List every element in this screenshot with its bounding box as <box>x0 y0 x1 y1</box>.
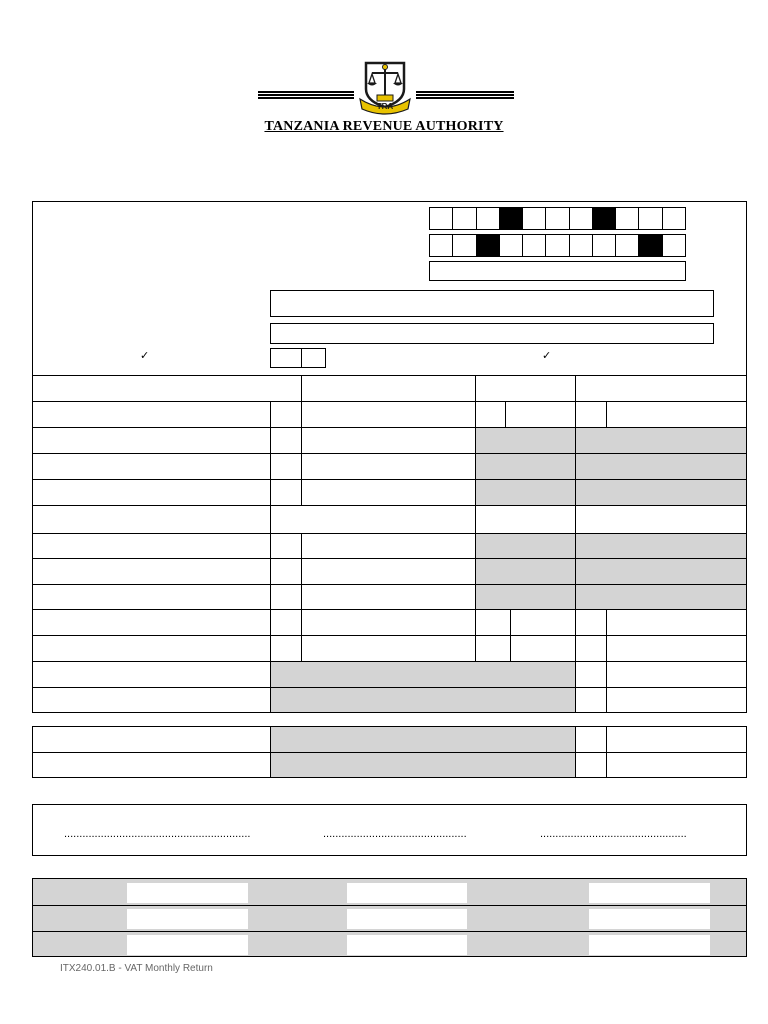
official-entry-cell[interactable] <box>347 883 467 903</box>
tin-cell-4 <box>499 207 523 230</box>
address-field[interactable] <box>270 290 714 317</box>
official-entry-cell[interactable] <box>127 883 248 903</box>
vrn-cell-5[interactable] <box>522 234 546 257</box>
col-line <box>475 375 476 401</box>
tin-cell-3[interactable] <box>476 207 500 230</box>
vrn-cell-9[interactable] <box>615 234 639 257</box>
col-line <box>301 401 302 505</box>
official-entry-cell[interactable] <box>127 935 248 955</box>
col-line <box>270 505 271 533</box>
tin-cell-11[interactable] <box>662 207 686 230</box>
signature-line[interactable]: ............................................................. <box>64 828 251 840</box>
logo-text: TRA <box>376 102 394 111</box>
shaded-cell <box>475 533 576 559</box>
tin-cell-5[interactable] <box>522 207 546 230</box>
shaded-cell <box>475 479 576 506</box>
check-mark-right: ✓ <box>542 349 552 362</box>
header-rule-left-inner <box>258 94 354 96</box>
stamp-line[interactable]: ................................................ <box>540 828 687 840</box>
vrn-cell-3 <box>476 234 500 257</box>
contact-field[interactable] <box>270 323 714 344</box>
tin-cell-9[interactable] <box>615 207 639 230</box>
official-entry-cell[interactable] <box>347 909 467 929</box>
official-entry-cell[interactable] <box>589 909 710 929</box>
official-entry-cell[interactable] <box>347 935 467 955</box>
shaded-cell <box>575 479 747 506</box>
form-code: ITX240.01.B - VAT Monthly Return <box>60 963 213 974</box>
col-line <box>270 401 271 505</box>
checkbox-a[interactable] <box>270 348 302 368</box>
row-line <box>32 401 747 402</box>
shaded-cell <box>575 427 747 454</box>
shaded-cell <box>575 533 747 559</box>
tin-cell-10[interactable] <box>638 207 662 230</box>
date-line[interactable]: ............................................... <box>323 828 467 840</box>
tin-cell-7[interactable] <box>569 207 593 230</box>
vrn-grid[interactable] <box>429 234 685 257</box>
col-line <box>510 609 511 661</box>
tin-cell-1[interactable] <box>429 207 453 230</box>
vrn-cell-1[interactable] <box>429 234 453 257</box>
official-entry-cell[interactable] <box>589 935 710 955</box>
shaded-cell <box>475 427 576 454</box>
shaded-cell <box>575 558 747 585</box>
col-line <box>606 401 607 427</box>
col-line <box>606 609 607 661</box>
tin-grid[interactable] <box>429 207 685 230</box>
col-line <box>575 401 576 427</box>
col-line <box>606 661 607 713</box>
vrn-cell-11[interactable] <box>662 234 686 257</box>
official-entry-cell[interactable] <box>127 909 248 929</box>
col-line <box>575 609 576 661</box>
check-mark-left: ✓ <box>140 349 150 362</box>
shaded-cell <box>270 752 576 778</box>
tin-cell-6[interactable] <box>545 207 569 230</box>
vrn-cell-7[interactable] <box>569 234 593 257</box>
vrn-cell-6[interactable] <box>545 234 569 257</box>
shaded-cell <box>475 453 576 480</box>
tin-cell-2[interactable] <box>452 207 476 230</box>
col-line <box>270 533 271 661</box>
taxpayer-name-field[interactable] <box>429 261 686 281</box>
shaded-cell <box>475 558 576 585</box>
col-line <box>505 401 506 427</box>
shaded-cell <box>270 661 576 688</box>
vrn-cell-2[interactable] <box>452 234 476 257</box>
shaded-cell <box>475 584 576 610</box>
authority-name: TANZANIA REVENUE AUTHORITY <box>264 119 504 134</box>
official-entry-cell[interactable] <box>589 883 710 903</box>
header-rule-right-inner <box>416 94 514 96</box>
vrn-cell-10 <box>638 234 662 257</box>
col-line <box>575 505 576 533</box>
shaded-cell <box>575 453 747 480</box>
vrn-cell-8[interactable] <box>592 234 616 257</box>
vrn-cell-4[interactable] <box>499 234 523 257</box>
row-line <box>32 931 747 932</box>
col-line <box>475 609 476 661</box>
checkbox-b[interactable] <box>301 348 326 368</box>
shaded-cell <box>270 687 576 713</box>
shaded-cell <box>575 584 747 610</box>
col-line <box>301 533 302 661</box>
shaded-cell <box>270 726 576 753</box>
col-line <box>475 401 476 427</box>
col-line <box>606 726 607 778</box>
row-line <box>32 635 747 636</box>
col-line <box>575 375 576 401</box>
row-line <box>32 375 747 376</box>
tin-cell-8 <box>592 207 616 230</box>
col-line <box>475 505 476 533</box>
col-line <box>301 375 302 401</box>
row-line <box>32 905 747 906</box>
